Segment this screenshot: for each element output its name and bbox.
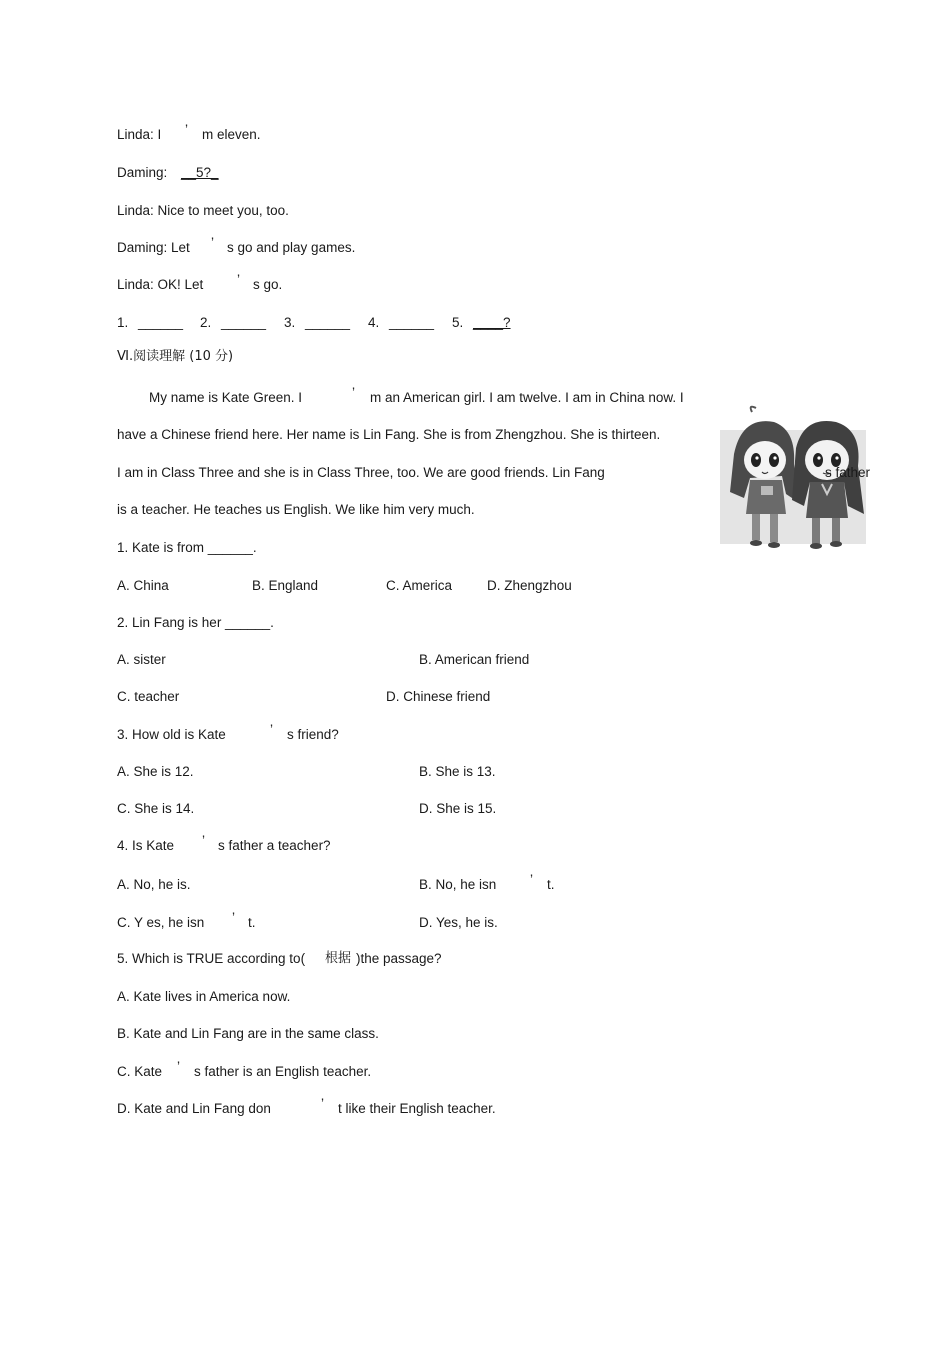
answer-blank-1: ______ (138, 315, 184, 330)
dialogue-line-5-end: s go. (253, 277, 283, 292)
q5-option-d-end: t like their English teacher. (338, 1101, 496, 1116)
apostrophe: ’ (211, 235, 214, 250)
q3-option-b: B. She is 13. (419, 764, 496, 779)
answer-blank-3: ______ (305, 315, 351, 330)
passage-line-1: My name is Kate Green. I (149, 390, 303, 405)
apostrophe: ’ (321, 1096, 324, 1111)
question-2: 2. Lin Fang is her ______. (117, 615, 274, 630)
apostrophe: ’ (237, 272, 240, 287)
q5-option-c: C. Kate (117, 1064, 163, 1079)
answer-label-1: 1. (117, 315, 129, 330)
dialogue-line-4: Daming: Let (117, 240, 190, 255)
apostrophe: ’ (177, 1059, 180, 1074)
passage-line-2: have a Chinese friend here. Her name is Lin Fang. She is from Zhengzhou. She is thirteen. (117, 427, 661, 442)
q1-option-d: D. Zhengzhou (487, 578, 572, 593)
dialogue-line-2: Daming: (117, 165, 168, 180)
answer-blank-2: ______ (221, 315, 267, 330)
question-1: 1. Kate is from ______. (117, 540, 257, 555)
q5-option-d: D. Kate and Lin Fang don (117, 1101, 271, 1116)
passage-line-3: I am in Class Three and she is in Class Three, too. We are good friends. Lin Fang (117, 465, 605, 480)
q4-option-d: D. Yes, he is. (419, 915, 498, 930)
q4-option-c-end: t. (248, 915, 256, 930)
answer-blank-4: ______ (389, 315, 435, 330)
passage-line-3-overflow: s father (825, 465, 871, 480)
dialogue-line-3: Linda: Nice to meet you, too. (117, 203, 289, 218)
answer-label-4: 4. (368, 315, 380, 330)
q3-option-c: C. She is 14. (117, 801, 195, 816)
answer-label-3: 3. (284, 315, 296, 330)
question-5: 5. Which is TRUE according to( (117, 951, 306, 966)
q2-option-a: A. sister (117, 652, 166, 667)
q1-option-c: C. America (386, 578, 453, 593)
q4-option-c: C. Y es, he isn (117, 915, 205, 930)
question-4: 4. Is Kate (117, 838, 175, 853)
question-5-end: )the passage? (356, 951, 442, 966)
apostrophe: ’ (530, 872, 533, 887)
q3-option-a: A. She is 12. (117, 764, 194, 779)
dialogue-line-4-end: s go and play games. (227, 240, 356, 255)
blank-5: __5?_ (181, 165, 219, 180)
passage-line-4: is a teacher. He teaches us English. We like him very much. (117, 502, 475, 517)
q3-option-d: D. She is 15. (419, 801, 497, 816)
q4-option-b: B. No, he isn (419, 877, 497, 892)
q2-option-b: B. American friend (419, 652, 530, 667)
apostrophe: ’ (202, 833, 205, 848)
q2-option-d: D. Chinese friend (386, 689, 491, 704)
dialogue-line-1: Linda: I (117, 127, 162, 142)
q1-option-b: B. England (252, 578, 319, 593)
q1-option-a: A. China (117, 578, 169, 593)
answer-label-2: 2. (200, 315, 212, 330)
question-3: 3. How old is Kate (117, 727, 226, 742)
dialogue-line-5: Linda: OK! Let (117, 277, 204, 292)
q2-option-c: C. teacher (117, 689, 180, 704)
apostrophe: ’ (270, 722, 273, 737)
apostrophe: ’ (185, 122, 188, 137)
q4-option-a: A. No, he is. (117, 877, 191, 892)
q4-option-b-end: t. (547, 877, 555, 892)
q5-option-b: B. Kate and Lin Fang are in the same class. (117, 1026, 379, 1041)
question-5-chinese: 根据 (325, 951, 352, 966)
q5-option-c-end: s father is an English teacher. (194, 1064, 372, 1079)
section-heading: Ⅵ.阅读理解 (10 分) (117, 349, 234, 364)
answer-blank-5: ____? (473, 315, 511, 330)
answer-label-5: 5. (452, 315, 464, 330)
dialogue-line-1-end: m eleven. (202, 127, 261, 142)
passage-line-1-end: m an American girl. I am twelve. I am in China now. I (370, 390, 684, 405)
apostrophe: ’ (352, 385, 355, 400)
apostrophe: ’ (232, 910, 235, 925)
question-4-end: s father a teacher? (218, 838, 331, 853)
q5-option-a: A. Kate lives in America now. (117, 989, 291, 1004)
question-3-end: s friend? (287, 727, 339, 742)
